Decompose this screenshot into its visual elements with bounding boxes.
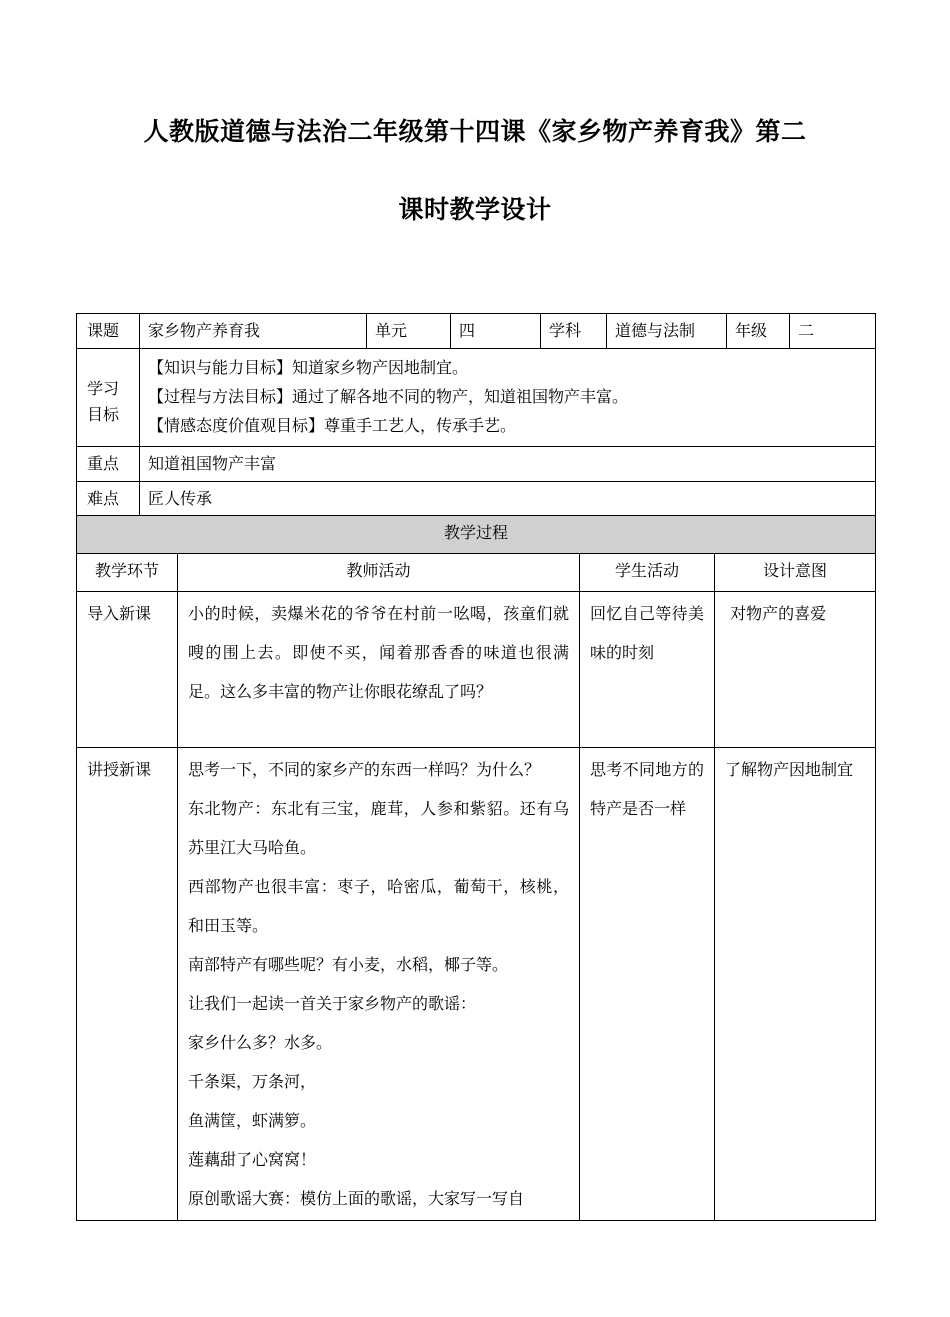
unit-value: 四: [451, 314, 541, 349]
lesson-info-table: [76, 313, 876, 517]
design-intent-cell: 了解物产因地制宜: [715, 748, 876, 1221]
teaching-process-table: [76, 515, 876, 1221]
student-activity-cell: 回忆自己等待美味的时刻: [580, 592, 715, 748]
goals-list: [140, 349, 876, 447]
topic-label: 课题: [77, 314, 140, 349]
table-row: [77, 592, 876, 748]
teacher-activity-cell: 小的时候，卖爆米花的爷爷在村前一吆喝，孩童们就嗖的围上去。即使不买，闻着那香香的味道也很满足。这么多丰富的物产让你眼花缭乱了吗？: [178, 592, 580, 748]
table-row: [77, 748, 876, 1221]
goal-item: 【情感态度价值观目标】尊重手工艺人，传承手艺。: [148, 416, 517, 435]
stage-cell: 导入新课: [77, 592, 178, 748]
stage-cell: 讲授新课: [77, 748, 178, 1221]
goal-item: 【过程与方法目标】通过了解各地不同的物产，知道祖国物产丰富。: [148, 387, 629, 406]
subject-value: 道德与法制: [607, 314, 727, 349]
grade-value: 二: [790, 314, 876, 349]
teacher-activity-cell: 思考一下，不同的家乡产的东西一样吗？为什么？ 东北物产：东北有三宝，鹿茸，人参和紫貂。还有乌苏里江大马哈鱼。 西部物产也很丰富：枣子，哈密瓜，葡萄干，核桃，和田玉等。 南部特产有哪些呢？有小麦，水稻，椰子等。 让我们一起读一首关于家乡物产的歌谣： 家乡什么多？水多。 千条渠，万条河， 鱼满筐，虾满箩。 莲藕甜了心窝窝！ 原创歌谣大赛：模仿上面的歌谣，大家写一写自: [178, 748, 580, 1221]
document-title-line-2: 课时教学设计: [398, 195, 552, 224]
process-header: 教学过程: [77, 516, 876, 554]
grade-label: 年级: [727, 314, 790, 349]
column-header-stage: 教学环节: [77, 554, 178, 592]
key-point-value: 知道祖国物产丰富: [140, 447, 876, 482]
goals-label: 学习 目标: [77, 349, 140, 447]
student-activity-cell: 思考不同地方的特产是否一样: [580, 748, 715, 1221]
topic-value: 家乡物产养育我: [140, 314, 367, 349]
document-title-line-1: 人教版道德与法治二年级第十四课《家乡物产养育我》第二: [143, 117, 807, 146]
design-intent-cell: 对物产的喜爱: [715, 592, 876, 748]
column-header-intent: 设计意图: [715, 554, 876, 592]
column-header-student: 学生活动: [580, 554, 715, 592]
subject-label: 学科: [541, 314, 607, 349]
difficulty-value: 匠人传承: [140, 482, 876, 517]
column-header-teacher: 教师活动: [178, 554, 580, 592]
unit-label: 单元: [367, 314, 451, 349]
key-point-label: 重点: [77, 447, 140, 482]
goal-item: 【知识与能力目标】知道家乡物产因地制宜。: [148, 358, 469, 377]
difficulty-label: 难点: [77, 482, 140, 517]
